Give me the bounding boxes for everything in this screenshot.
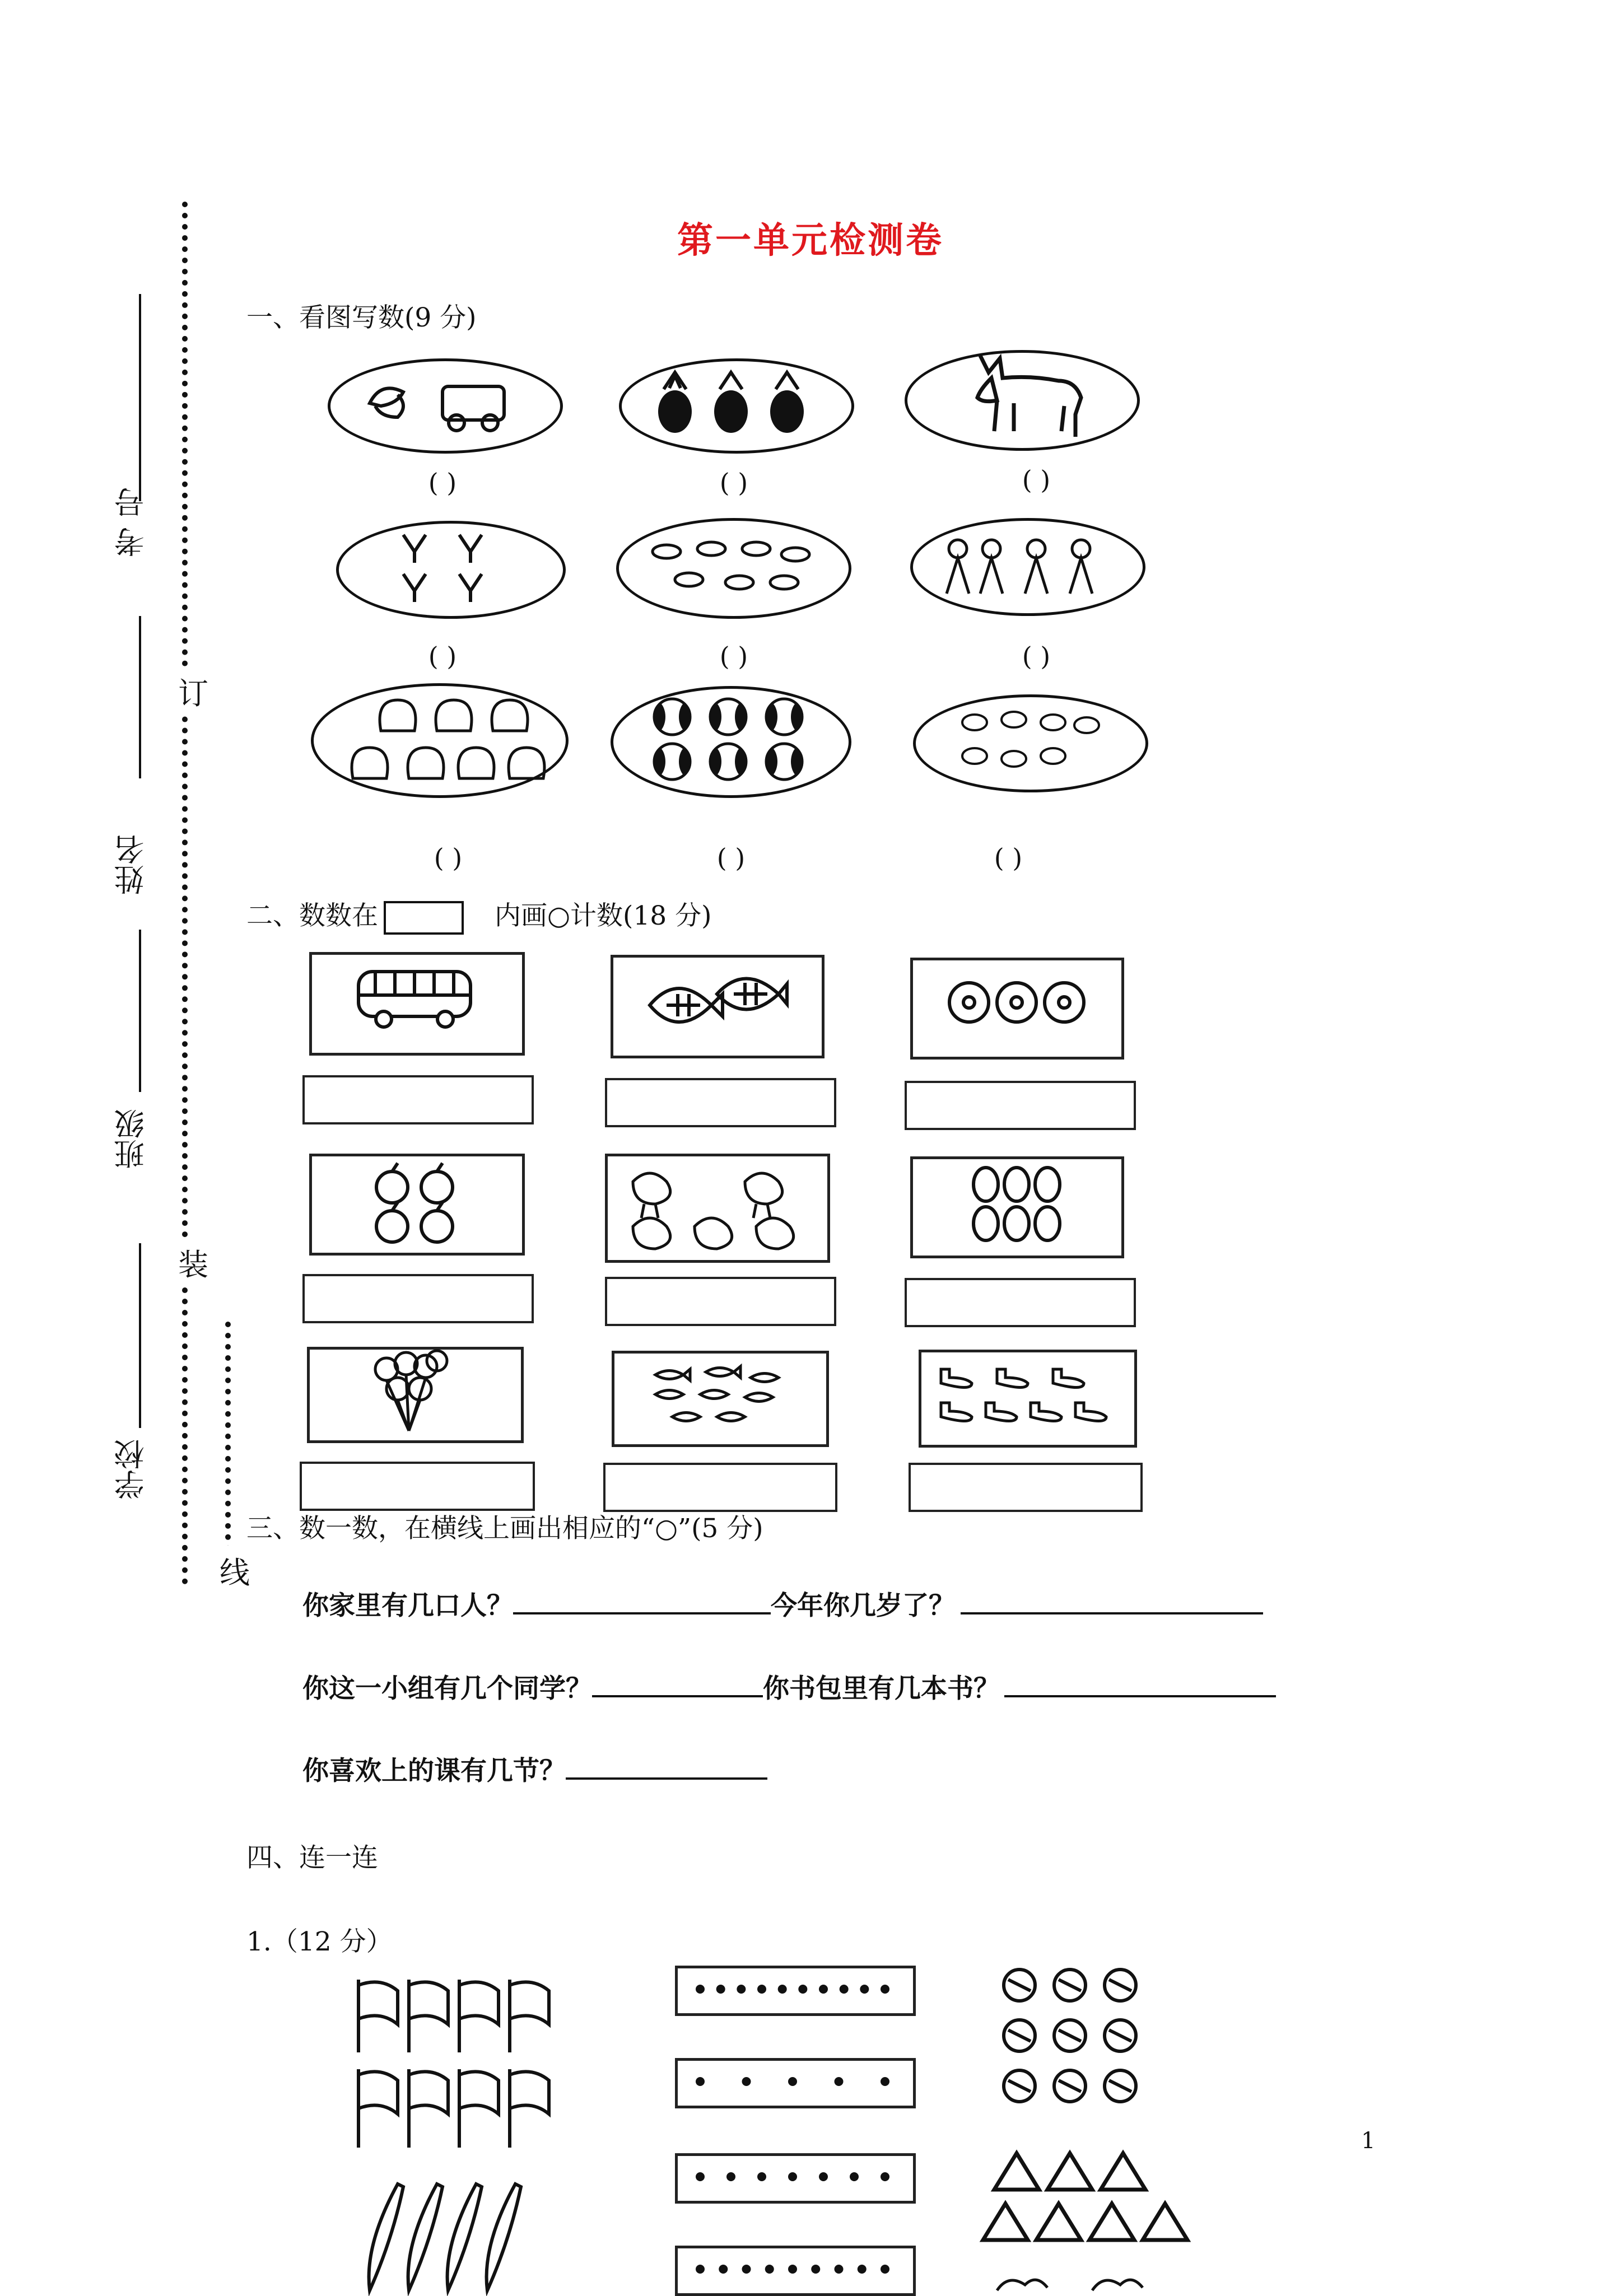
dot-mark (835, 2265, 844, 2274)
answer-paren-4[interactable]: ( ) (428, 641, 457, 671)
question-book-count: 你书包里有几本书？ (763, 1673, 1000, 1704)
dot-mark (881, 2077, 889, 2086)
page-number: 1 (1361, 2128, 1376, 2154)
dot-mark (788, 2077, 797, 2086)
section3-heading: 三、数一数，在横线上画出相应的“○”(5 分) (246, 1513, 763, 1544)
dot-mark (850, 2172, 859, 2181)
answer-paren-2[interactable]: ( ) (719, 468, 748, 498)
dot-mark (860, 1985, 869, 1994)
dot-mark (696, 1985, 705, 1994)
dot-mark (881, 1985, 889, 1994)
dot-mark (811, 2265, 820, 2274)
question-age: 今年你几岁了？ (771, 1590, 955, 1621)
dot-mark (742, 2265, 751, 2274)
triangle-group-icon (977, 2148, 1213, 2248)
dot-mark (765, 2265, 774, 2274)
section2-heading-after: 内画○计数(18 分) (495, 900, 712, 931)
dot-mark (819, 2172, 828, 2181)
dot-mark (788, 2172, 797, 2181)
answer-paren-3[interactable]: ( ) (1022, 465, 1051, 495)
name-label: 姓名 (114, 834, 149, 895)
dot-mark (788, 2265, 797, 2274)
section4-heading: 四、连一连 (246, 1842, 378, 1873)
dot-mark (696, 2265, 705, 2274)
cut-mark-zhuang: 装 (178, 1238, 208, 1287)
answer-paren-9[interactable]: ( ) (994, 843, 1023, 873)
dot-mark (726, 2172, 735, 2181)
dot-mark (737, 1985, 746, 1994)
dot-mark (716, 1985, 725, 1994)
dot-mark (835, 2077, 844, 2086)
question-family-size: 你家里有几口人？ (302, 1590, 513, 1621)
answer-paren-6[interactable]: ( ) (1022, 641, 1051, 671)
dot-mark (719, 2265, 728, 2274)
dot-mark (778, 1985, 787, 1994)
answer-paren-7[interactable]: ( ) (434, 843, 463, 873)
answer-paren-5[interactable]: ( ) (719, 641, 748, 671)
class-label: 班级 (114, 1109, 149, 1169)
bird-group-icon (997, 1963, 1154, 2114)
section1-heading: 一、看图写数(9 分) (246, 302, 477, 333)
dot-mark (757, 1985, 766, 1994)
question-favorite-lessons: 你喜欢上的课有几节？ (302, 1756, 566, 1786)
dot-mark (819, 1985, 828, 1994)
dot-mark (696, 2172, 705, 2181)
section2-heading-before: 二、数数在 (246, 900, 378, 931)
page-title: 第一单元检测卷 (677, 220, 944, 262)
dot-mark (881, 2172, 889, 2181)
dot-mark (757, 2172, 766, 2181)
cut-mark-xian: 线 (220, 1546, 250, 1595)
dot-mark (696, 2077, 705, 2086)
cut-mark-ding: 订 (178, 666, 208, 716)
answer-paren-1[interactable]: ( ) (428, 468, 457, 498)
school-label: 学校 (114, 1439, 149, 1500)
section4-sub1: 1.（12 分） (246, 1926, 393, 1957)
dot-mark (858, 2265, 867, 2274)
dot-mark (742, 2077, 751, 2086)
dot-mark (881, 2265, 889, 2274)
answer-paren-8[interactable]: ( ) (716, 843, 746, 873)
question-group-size: 你这一小组有几个同学？ (302, 1673, 592, 1704)
exam-number-label: 考 号 (114, 487, 149, 558)
scribble-group-icon (991, 2274, 1171, 2292)
dot-mark (840, 1985, 849, 1994)
dot-mark (798, 1985, 807, 1994)
